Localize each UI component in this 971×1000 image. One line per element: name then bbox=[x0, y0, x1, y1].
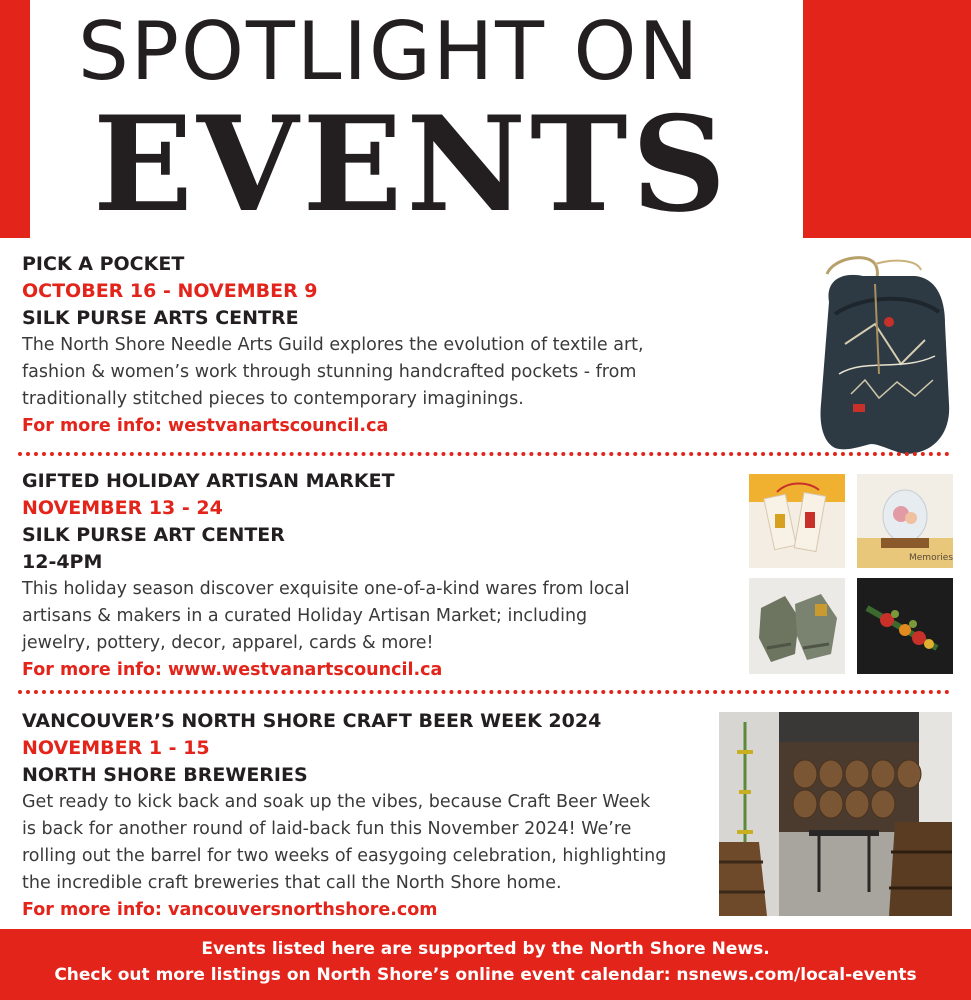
info-label: For more info: bbox=[22, 416, 169, 436]
floral-card-photo bbox=[857, 578, 953, 674]
event-venue: NORTH SHORE BREWERIES bbox=[22, 764, 308, 786]
knit-gloves-photo bbox=[749, 578, 845, 674]
gift-tags-photo bbox=[749, 474, 845, 568]
brewery-interior-photo bbox=[719, 712, 952, 916]
event-title: VANCOUVER’S NORTH SHORE CRAFT BEER WEEK 2024 bbox=[22, 710, 602, 732]
header-banner bbox=[0, 0, 971, 241]
event-time: 12-4PM bbox=[22, 551, 103, 573]
title-events: EVENTS bbox=[93, 87, 731, 241]
section-divider bbox=[18, 690, 950, 694]
footer-banner bbox=[0, 929, 971, 1000]
event-description: Get ready to kick back and soak up the vibes, because Craft Beer Week is back for another round of laid-back fun this November 2024! We’re rolling out the barrel for two weeks of easygoing celebration, highlighting the incredible craft breweries that call the North Shore home. bbox=[22, 792, 667, 893]
event-date: NOVEMBER 1 - 15 bbox=[22, 737, 210, 759]
info-link[interactable]: westvanartscouncil.ca bbox=[168, 416, 389, 436]
info-label: For more info: bbox=[22, 900, 169, 920]
event-pick-a-pocket bbox=[22, 251, 722, 440]
footer-calendar-text: Check out more listings on North Shore’s online event calendar: nsnews.com/local-events bbox=[54, 965, 917, 985]
event-description: The North Shore Needle Arts Guild explores the evolution of textile art, fashion & women’s work through stunning handcrafted pockets - from traditionally stitched pieces to contemporary imaginings. bbox=[22, 335, 644, 409]
footer-support-text: Events listed here are supported by the North Shore News. bbox=[201, 939, 770, 959]
event-title: GIFTED HOLIDAY ARTISAN MARKET bbox=[22, 470, 395, 492]
info-link[interactable]: www.westvanartscouncil.ca bbox=[168, 660, 443, 680]
memories-jar-photo bbox=[857, 474, 953, 568]
event-date: NOVEMBER 13 - 24 bbox=[22, 497, 223, 519]
event-gifted-holiday-artisan-market bbox=[22, 468, 722, 684]
event-date: OCTOBER 16 - NOVEMBER 9 bbox=[22, 280, 318, 302]
event-craft-beer-week bbox=[22, 708, 722, 924]
event-info bbox=[22, 413, 722, 440]
memories-label: Memories bbox=[909, 553, 953, 563]
pocket-textile-photo bbox=[805, 254, 955, 460]
event-venue: SILK PURSE ART CENTER bbox=[22, 524, 285, 546]
event-info bbox=[22, 657, 722, 684]
event-title: PICK A POCKET bbox=[22, 253, 185, 275]
info-label: For more info: bbox=[22, 660, 169, 680]
event-venue: SILK PURSE ARTS CENTRE bbox=[22, 307, 299, 329]
event-info bbox=[22, 897, 722, 924]
info-link[interactable]: vancouversnorthshore.com bbox=[168, 900, 438, 920]
section-divider bbox=[18, 452, 950, 456]
event-description: This holiday season discover exquisite one-of-a-kind wares from local artisans & makers in a curated Holiday Artisan Market; including jewelry, pottery, decor, apparel, cards & more! bbox=[22, 579, 630, 653]
title-spotlight-on: SPOTLIGHT ON bbox=[78, 5, 701, 98]
